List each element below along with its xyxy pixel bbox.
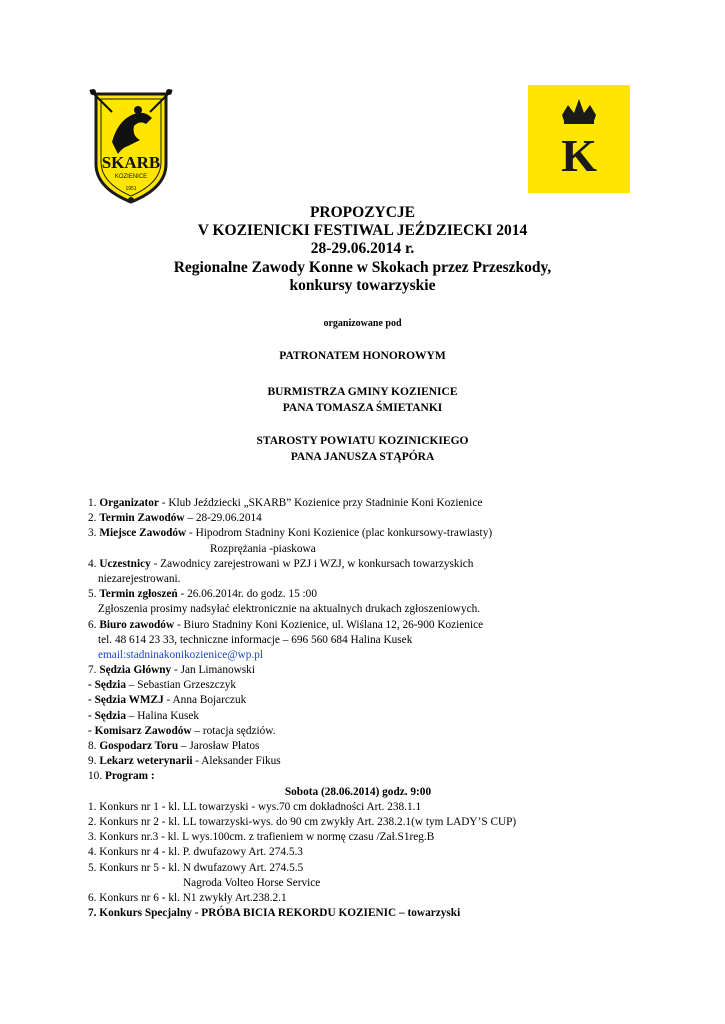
program-contest-7: 7. Konkurs Specjalny - PRÓBA BICIA REKORDU KOZIENIC – towarzyski (88, 907, 461, 920)
logo-k-letter: K (561, 130, 597, 181)
list-item-office: 6. Biuro zawodów - Biuro Stadniny Koni Kozienice, ul. Wiślana 12, 26-900 Kozienice (88, 618, 484, 631)
list-item-venue-cont: Rozprężania -piaskowa (210, 542, 316, 555)
list-item-judge-2: - Sędzia – Halina Kusek (88, 709, 200, 722)
starosta-line1: STAROSTY POWIATU KOZINICKIEGO (256, 435, 469, 447)
title-dates: 28-29.06.2014 r. (310, 240, 415, 257)
list-item-registration-cont: Zgłoszenia prosimy nadsyłać elektronicznie na aktualnych drukach zgłoszeniowych. (98, 603, 481, 616)
program-contest-6: 6. Konkurs nr 6 - kl. N1 zwykły Art.238.2.1 (88, 891, 287, 904)
list-item-participants-cont: niezarejestrowani. (98, 572, 181, 585)
skarb-kozienice-logo (88, 84, 174, 208)
title-competition: Regionalne Zawody Konne w Skokach przez Przeszkody, (173, 259, 552, 276)
list-item-office-phone: tel. 48 614 23 33, techniczne informacje – 696 560 684 Halina Kusek (98, 633, 413, 646)
list-item-organizer: 1. Organizator - Klub Jeździecki „SKARB” Kozienice przy Stadninie Koni Kozienice (88, 497, 483, 509)
program-contest-1: 1. Konkurs nr 1 - kl. LL towarzyski - wys.70 cm dokładności Art. 238.1.1 (88, 800, 422, 813)
mayor-line2: PANA TOMASZA ŚMIETANKI (282, 402, 443, 414)
title-festival: V KOZIENICKI FESTIWAL JEŹDZIECKI 2014 (197, 222, 528, 239)
program-contest-4: 4. Konkurs nr 4 - kl. P. dwufazowy Art. 274.5.3 (88, 846, 303, 859)
logo-skarb-text: SKARB (101, 153, 161, 172)
list-item-chief-judge: 7. Sędzia Główny - Jan Limanowski (88, 664, 255, 677)
title-propozycje: PROPOZYCJE (309, 204, 416, 221)
starosta-line2: PANA JANUSZA STĄPÓRA (290, 451, 435, 463)
list-item-vet: 9. Lekarz weterynarii - Aleksander Fikus (88, 755, 281, 768)
program-contest-2: 2. Konkurs nr 2 - kl. LL towarzyski-wys. do 90 cm zwykły Art. 238.2.1(w tym LADY’S CUP) (88, 815, 517, 828)
list-item-commissioner: - Komisarz Zawodów – rotacja sędziów. (88, 724, 276, 737)
list-item-judge-wmzj: - Sędzia WMZJ - Anna Bojarczuk (88, 694, 247, 707)
list-item-program: 10. Program : (88, 770, 155, 783)
logo-year-text: 1951 (125, 186, 137, 192)
program-day-header: Sobota (28.06.2014) godz. 9:00 (284, 785, 432, 798)
program-contest-3: 3. Konkurs nr.3 - kl. L wys.100cm. z trafieniem w normę czasu /Zał.S1reg.B (88, 831, 435, 844)
list-item-course-host: 8. Gospodarz Toru – Jarosław Płatos (88, 740, 260, 752)
list-item-participants: 4. Uczestnicy - Zawodnicy zarejestrowani w PZJ i WZJ, w konkursach towarzyskich (88, 557, 474, 570)
kozienice-k-logo (528, 85, 630, 193)
mayor-line1: BURMISTRZA GMINY KOZIENICE (267, 386, 458, 398)
list-item-date: 2. Termin Zawodów – 28-29.06.2014 (88, 512, 262, 525)
list-item-registration: 5. Termin zgłoszeń - 26.06.2014r. do godz. 15 :00 (88, 588, 317, 601)
email-link[interactable]: email:stadninakonikozienice@wp.pl (98, 648, 264, 661)
list-item-judge-1: - Sędzia – Sebastian Grzeszczyk (88, 679, 237, 692)
program-contest-5-sponsor: Nagroda Volteo Horse Service (183, 876, 321, 889)
program-contest-5: 5. Konkurs nr 5 - kl. N dwufazowy Art. 274.5.5 (88, 861, 304, 874)
title-social: konkursy towarzyskie (289, 277, 436, 294)
regulations-list (88, 496, 648, 921)
list-item-venue: 3. Miejsce Zawodów - Hipodrom Stadniny Koni Kozienice (plac konkursowy-trawiasty) (88, 527, 493, 540)
patronage-heading: PATRONATEM HONOROWYM (279, 350, 446, 362)
logo-kozienice-text: KOZIENICE (114, 174, 148, 180)
organized-under: organizowane pod (323, 318, 402, 329)
